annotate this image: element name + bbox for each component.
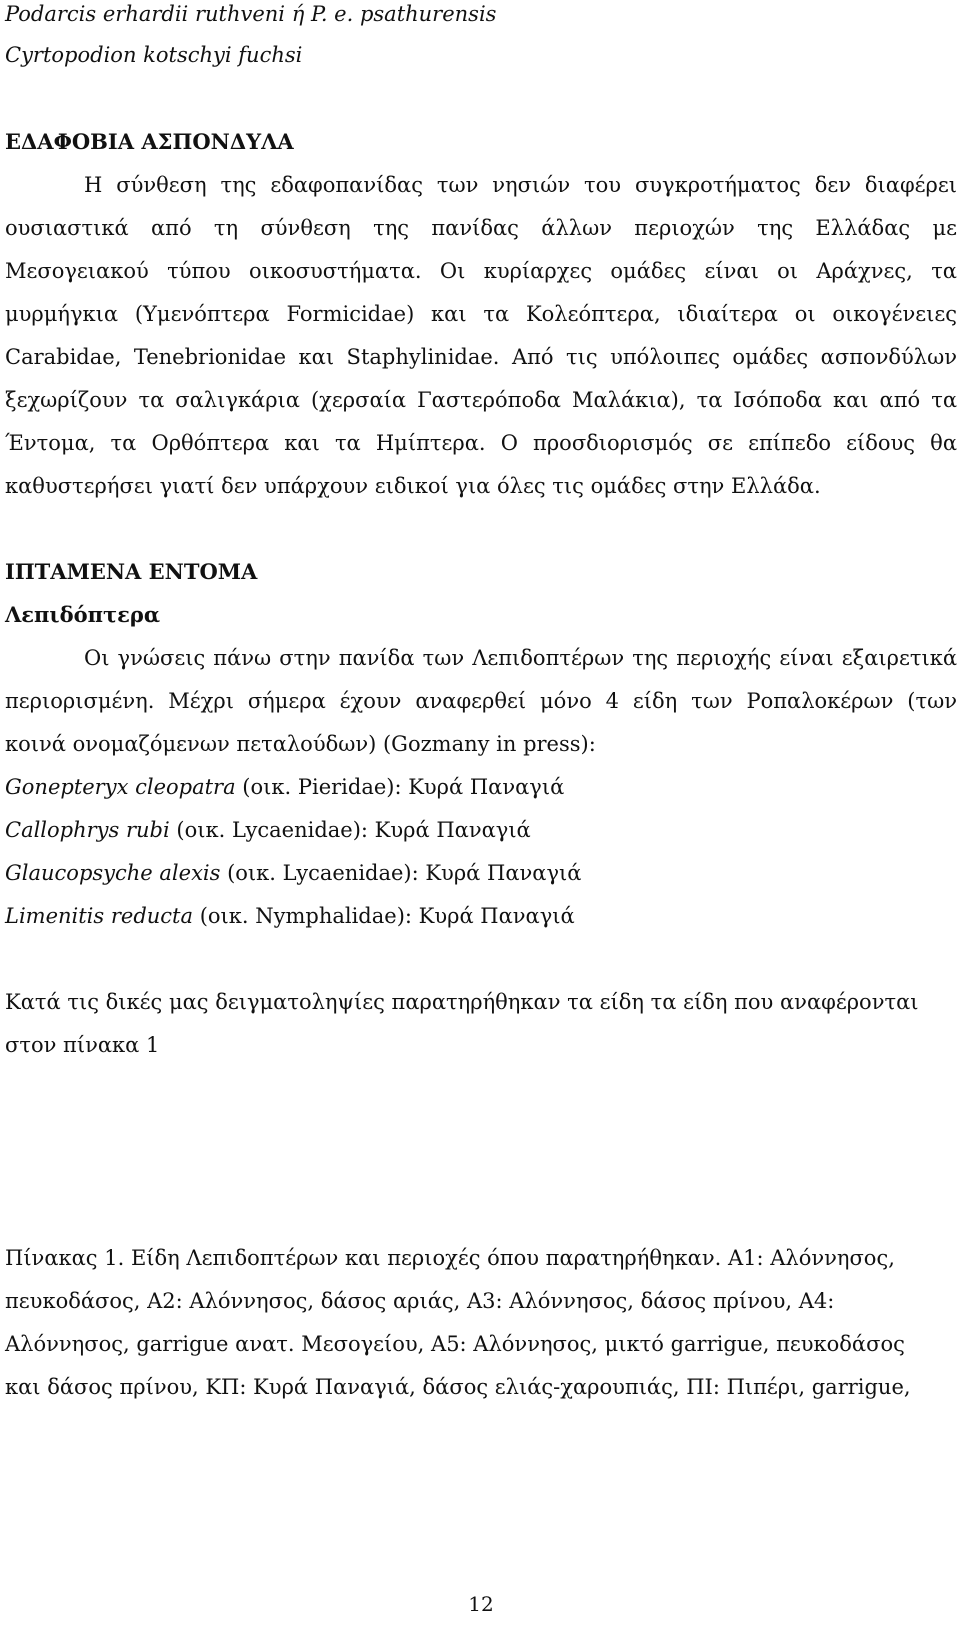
table-caption-line: Αλόννησος, garrigue ανατ. Μεσογείου, Α5: Αλόννησος, μικτό garrigue, πευκοδάσος [5,1332,905,1356]
soil-paragraph-line: Έντομα, τα Ορθόπτερα και τα Ημίπτερα. Ο προσδιορισμός σε επίπεδο είδους θα [5,431,957,455]
lepidoptera-paragraph-line: κοινά ονομαζόμενων πεταλούδων) (Gozmany in press): [5,732,596,756]
species-name: Limenitis reducta [5,904,194,928]
soil-paragraph-line: Μεσογειακού τύπου οικοσυστήματα. Οι κυρίαρχες ομάδες είναι οι Αράχνες, τα [5,259,957,283]
table-caption-line: πευκοδάσος, Α2: Αλόννησος, δάσος αριάς, Α3: Αλόννησος, δάσος πρίνου, Α4: [5,1289,835,1313]
species-info: (οικ. Pieridae): Κυρά Παναγιά [235,775,565,799]
header-species-line-2: Cyrtopodion kotschyi fuchsi [5,43,303,67]
species-info: (οικ. Lycaenidae): Κυρά Παναγιά [169,818,531,842]
species-list-item [5,859,957,887]
soil-paragraph-line: Η σύνθεση της εδαφοπανίδας των νησιών του συγκροτήματος δεν διαφέρει [84,173,957,197]
soil-paragraph-line: ξεχωρίζουν τα σαλιγκάρια (χερσαία Γαστερόποδα Μαλάκια), τα Ισόποδα και από τα [5,388,957,412]
flying-insects-heading: ΙΠΤΑΜΕΝΑ ΕΝΤΟΜΑ [5,559,258,584]
species-list-item [5,773,957,801]
species-name: Callophrys rubi [5,818,170,842]
page-number: 12 [468,1592,494,1616]
table-caption-line: και δάσος πρίνου, ΚΠ: Κυρά Παναγιά, δάσος ελιάς-χαρουπιάς, ΠΙ: Πιπέρι, garrigue, [5,1375,911,1399]
soil-paragraph-line: μυρμήγκια (Υμενόπτερα Formicidae) και τα Κολεόπτερα, ιδιαίτερα οι οικογένειες [5,302,957,326]
lepidoptera-paragraph-line: Οι γνώσεις πάνω στην πανίδα των Λεπιδοπτέρων της περιοχής είναι εξαιρετικά [84,646,957,670]
species-name: Gonepteryx cleopatra [5,775,236,799]
soil-paragraph-line: Carabidae, Tenebrionidae και Staphylinidae. Από τις υπόλοιπες ομάδες ασπονδύλων [5,345,957,369]
soil-paragraph-line: ουσιαστικά από τη σύνθεση της πανίδας άλλων περιοχών της Ελλάδας με [5,216,957,240]
sampling-paragraph-line: στον πίνακα 1 [5,1033,160,1057]
species-info: (οικ. Lycaenidae): Κυρά Παναγιά [220,861,582,885]
sampling-paragraph-line: Κατά τις δικές μας δειγματοληψίες παρατηρήθηκαν τα είδη τα είδη που αναφέρονται [5,990,919,1014]
header-species-line-1: Podarcis erhardii ruthveni ή P. e. psathurensis [5,2,497,26]
soil-invertebrates-heading: ΕΔΑΦΟΒΙΑ ΑΣΠΟΝΔΥΛΑ [5,129,294,154]
lepidoptera-subheading: Λεπιδόπτερα [5,602,160,627]
lepidoptera-paragraph-line: περιορισμένη. Μέχρι σήμερα έχουν αναφερθεί μόνο 4 είδη των Ροπαλοκέρων (των [5,689,957,713]
species-info: (οικ. Nymphalidae): Κυρά Παναγιά [193,904,575,928]
table-caption-line: Πίνακας 1. Είδη Λεπιδοπτέρων και περιοχές όπου παρατηρήθηκαν. Α1: Αλόννησος, [5,1246,895,1270]
species-list-item [5,902,957,930]
soil-paragraph-line: καθυστερήσει γιατί δεν υπάρχουν ειδικοί για όλες τις ομάδες στην Ελλάδα. [5,474,821,498]
species-list-item [5,816,957,844]
species-name: Glaucopsyche alexis [5,861,221,885]
document-page [5,0,957,1640]
